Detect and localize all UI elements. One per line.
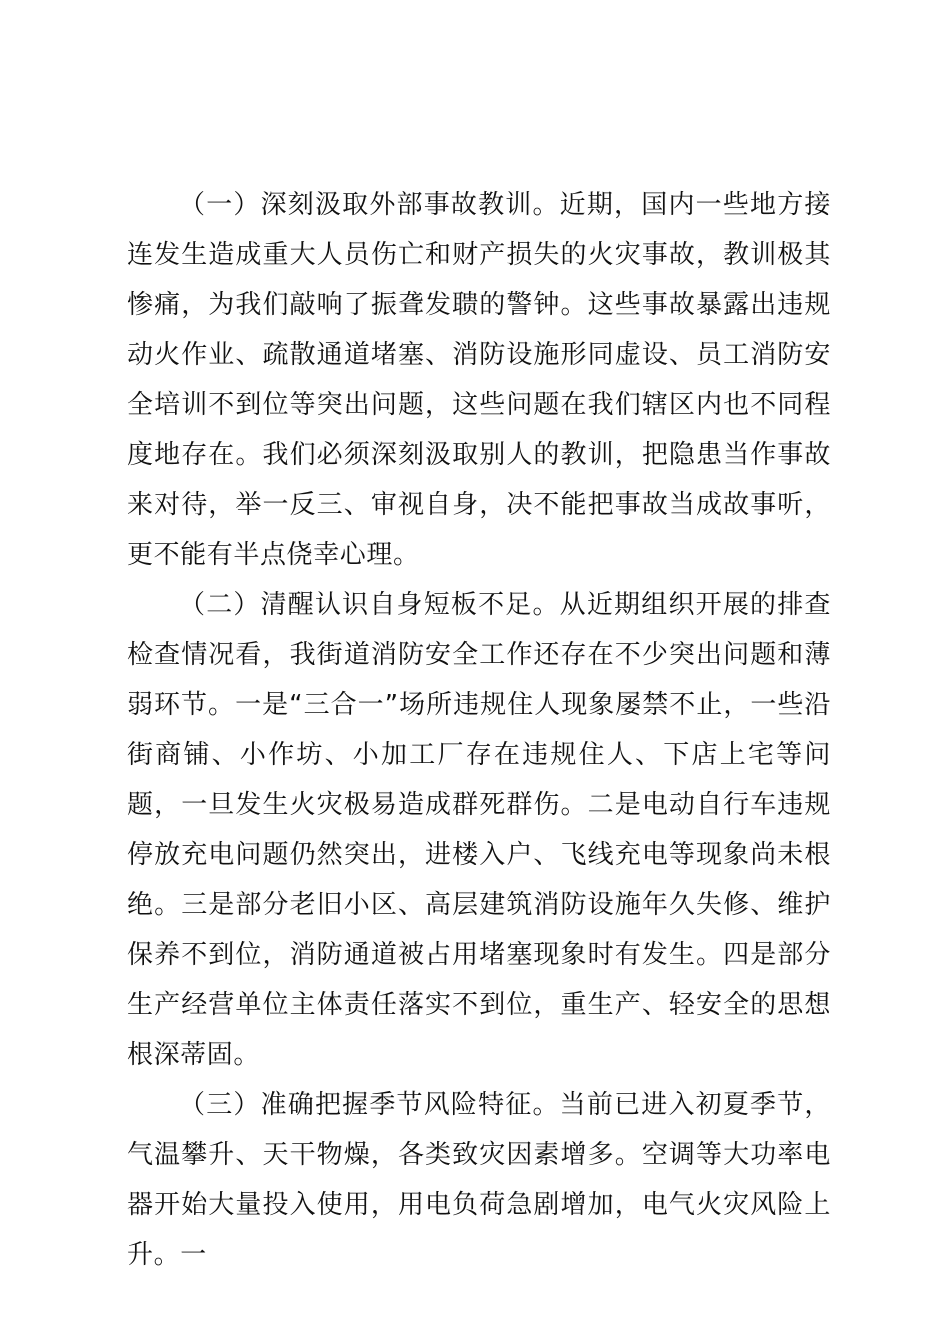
document-body <box>127 180 831 1280</box>
paragraph-lessons: （一）深刻汲取外部事故教训。近期，国内一些地方接连发生造成重大人员伤亡和财产损失的火灾事故，教训极其惨痛，为我们敲响了振聋发聩的警钟。这些事故暴露出违规动火作业、疏散通道堵塞、消防设施形同虚设、员工消防安全培训不到位等突出问题，这些问题在我们辖区内也不同程度地存在。我们必须深刻汲取别人的教训，把隐患当作事故来对待，举一反三、审视自身，决不能把事故当成故事听，更不能有半点侥幸心理。 <box>127 190 831 570</box>
paragraph-shortcomings: （二）清醒认识自身短板不足。从近期组织开展的排查检查情况看，我街道消防安全工作还存在不少突出问题和薄弱环节。一是“三合一”场所违规住人现象屡禁不止，一些沿街商铺、小作坊、小加工厂存在违规住人、下店上宅等问题，一旦发生火灾极易造成群死群伤。二是电动自行车违规停放充电问题仍然突出，进楼入户、飞线充电等现象尚未根绝。三是部分老旧小区、高层建筑消防设施年久失修、维护保养不到位，消防通道被占用堵塞现象时有发生。四是部分生产经营单位主体责任落实不到位，重生产、轻安全的思想根深蒂固。 <box>127 590 831 1070</box>
paragraph-seasonal-risks: （三）准确把握季节风险特征。当前已进入初夏季节，气温攀升、天干物燥，各类致灾因素增多。空调等大功率电器开始大量投入使用，用电负荷急剧增加，电气火灾风险上升。一 <box>127 1090 831 1270</box>
